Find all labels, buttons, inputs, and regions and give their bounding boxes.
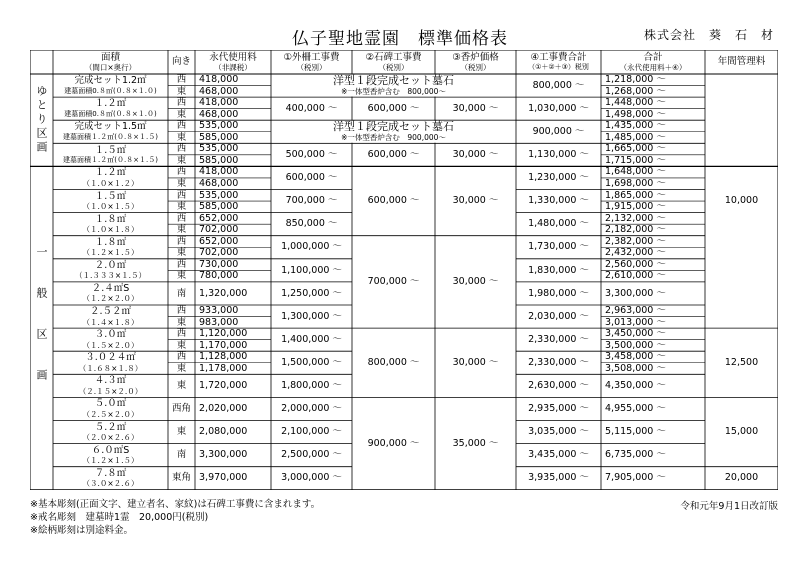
management-fee: 15,000 (724, 426, 759, 438)
fence-fee: 1,500,000 〜 (281, 356, 342, 368)
direction: 東 (176, 85, 187, 97)
plot-area-cell (53, 421, 168, 444)
eitai-fee: 652,000 (199, 235, 239, 247)
grand-total: 2,432,000 〜 (605, 247, 666, 259)
set-stone-title-cell (271, 120, 516, 143)
stone-fee: 700,000 〜 (367, 276, 420, 288)
plot-dimensions: 建墓面積１.２㎡(０.８×１.５) (62, 156, 158, 165)
incense-fee: 30,000 〜 (452, 149, 499, 161)
direction: 西 (176, 235, 187, 247)
direction: 東 (176, 426, 187, 438)
price-table (30, 50, 778, 490)
direction: 東 (176, 270, 187, 282)
grand-total: 2,182,000 〜 (605, 224, 666, 236)
footnotes (30, 498, 320, 537)
eitai-header: 永代使用料 (209, 51, 257, 63)
eitai-fee: 702,000 (199, 247, 239, 259)
plot-dimensions: （２.０×２.６） (82, 433, 139, 443)
plot-area-cell (53, 120, 168, 143)
fence-fee: 2,000,000 〜 (281, 403, 342, 415)
management-fee-header: 年間管理料 (717, 56, 766, 68)
eitai-fee: 585,000 (199, 154, 239, 166)
direction: 東 (176, 201, 187, 213)
fence-header: ①外柵工事費 (283, 51, 340, 63)
footnote: ※基本彫刻(正面文字、建立者名、家紋)は石碑工事費に含まれます。 (30, 499, 321, 510)
eitai-fee: 702,000 (199, 224, 239, 236)
plot-area: ２.０㎡ (94, 259, 127, 271)
grand-total-header-sub: （永代使用料＋④） (619, 63, 687, 72)
plot-area: ３.０㎡ (94, 329, 127, 341)
grand-total: 3,508,000 〜 (605, 362, 666, 374)
work-total: 1,030,000 〜 (528, 102, 589, 114)
grand-total: 1,648,000 〜 (605, 166, 666, 178)
plot-area: 完成セット1.2㎡ (74, 75, 147, 87)
grand-total: 1,485,000 〜 (605, 131, 666, 143)
work-total: 1,330,000 〜 (528, 195, 589, 207)
management-fee: 12,500 (724, 356, 759, 368)
fence-fee: 700,000 〜 (285, 195, 338, 207)
plot-area-cell (53, 259, 168, 282)
incense-fee: 30,000 〜 (452, 276, 499, 288)
work-total: 1,480,000 〜 (528, 218, 589, 230)
fence-fee: 850,000 〜 (285, 218, 338, 230)
area-header: 面積 (100, 51, 120, 63)
grand-total: 2,963,000 〜 (605, 305, 666, 317)
fence-header-sub: （税別） (296, 63, 327, 72)
grand-total: 1,715,000 〜 (605, 154, 666, 166)
grand-total: 3,500,000 〜 (605, 339, 666, 351)
plot-area: １.８㎡ (94, 213, 127, 225)
plot-area-cell (53, 74, 168, 97)
grand-total: 2,560,000 〜 (605, 258, 666, 270)
fence-fee: 1,400,000 〜 (281, 333, 342, 345)
plot-area: ２.５２㎡ (89, 306, 132, 318)
direction: 西 (176, 143, 187, 155)
incense-header-cell (435, 50, 516, 74)
plot-dimensions: （１.６８×１.８） (78, 363, 143, 373)
work-total: 2,630,000 〜 (528, 380, 589, 392)
set-stone-note: ※一体型香炉含む 900,000〜 (341, 133, 446, 143)
plot-area: ５.０㎡ (94, 398, 127, 410)
work-total: 900,000 〜 (532, 125, 585, 137)
grand-total: 1,665,000 〜 (605, 143, 666, 155)
grand-total: 3,450,000 〜 (605, 328, 666, 340)
work-total: 1,730,000 〜 (528, 241, 589, 253)
eitai-header-sub: （非課税） (214, 63, 252, 72)
direction: 東 (176, 380, 187, 392)
grand-total: 4,955,000 〜 (605, 403, 666, 415)
plot-area: １.２㎡ (94, 98, 127, 110)
grand-total: 2,610,000 〜 (605, 270, 666, 282)
plot-area-cell (53, 305, 168, 328)
stone-fee: 800,000 〜 (367, 356, 420, 368)
eitai-fee: 535,000 (199, 120, 239, 132)
plot-dimensions: （１.４×１.８） (82, 317, 139, 327)
fence-header-cell (271, 50, 352, 74)
grand-total: 1,218,000 〜 (605, 74, 666, 86)
grand-total: 1,435,000 〜 (605, 120, 666, 132)
plot-area-cell (53, 190, 168, 213)
set-stone-title-cell (271, 74, 516, 97)
plot-area-cell (53, 328, 168, 351)
direction: 西 (176, 212, 187, 224)
footnote: ※戒名彫刻 建墓時1霊 20,000円(税別) (30, 512, 209, 523)
grand-total: 1,915,000 〜 (605, 201, 666, 213)
fence-fee: 3,000,000 〜 (281, 472, 342, 484)
plot-dimensions: 建墓面積１.２㎡(０.８×１.５) (62, 132, 158, 141)
plot-area-cell (53, 282, 168, 305)
stone-header: ②石碑工事費 (365, 51, 422, 63)
plot-area: ２.４㎡S (91, 282, 130, 294)
plot-dimensions: （１.０×１.２） (82, 178, 139, 188)
work-total: 3,435,000 〜 (528, 449, 589, 461)
plot-area: １.５㎡ (94, 144, 127, 156)
work-total: 2,330,000 〜 (528, 356, 589, 368)
grand-total-header-cell (601, 50, 705, 74)
eitai-fee: 468,000 (199, 85, 239, 97)
direction: 西角 (171, 403, 191, 415)
eitai-fee: 1,720,000 (199, 380, 248, 392)
plot-area: ３.０２４㎡ (85, 352, 136, 364)
stone-header-cell (352, 50, 435, 74)
fence-fee: 1,800,000 〜 (281, 380, 342, 392)
eitai-fee: 3,970,000 (199, 472, 248, 484)
direction: 西 (176, 97, 187, 109)
direction: 西 (176, 258, 187, 270)
grand-total: 3,458,000 〜 (605, 351, 666, 363)
plot-area: ７.８㎡ (94, 467, 127, 479)
work-total: 1,980,000 〜 (528, 287, 589, 299)
stone-fee: 600,000 〜 (367, 195, 420, 207)
stone-fee: 600,000 〜 (367, 102, 420, 114)
grand-total: 5,115,000 〜 (605, 426, 666, 438)
plot-dimensions: （２.１５×２.０） (78, 386, 143, 396)
incense-header: ③香炉価格 (452, 51, 499, 63)
eitai-fee: 418,000 (199, 166, 239, 178)
management-fee: 20,000 (724, 472, 759, 484)
grand-total: 2,132,000 〜 (605, 212, 666, 224)
direction: 西 (176, 328, 187, 340)
fence-fee: 500,000 〜 (285, 149, 338, 161)
section-label-ippan: 一般区画 (35, 246, 48, 411)
plot-area-cell (53, 351, 168, 374)
plot-dimensions: （１.０×１.８） (82, 225, 139, 235)
stone-fee: 900,000 〜 (367, 437, 420, 449)
grand-total: 1,498,000 〜 (605, 108, 666, 120)
plot-area: １.２㎡ (94, 167, 127, 179)
plot-area-cell (53, 444, 168, 467)
plot-area-cell (53, 213, 168, 236)
work-total-header-cell (516, 50, 601, 74)
section-label-yutori: ゆとり区画 (35, 85, 48, 156)
eitai-fee: 585,000 (199, 201, 239, 213)
grand-total: 6,735,000 〜 (605, 449, 666, 461)
incense-fee: 30,000 〜 (452, 195, 499, 207)
direction: 西 (176, 189, 187, 201)
plot-area-cell (53, 143, 168, 166)
plot-dimensions: （１.２×２.０） (82, 294, 139, 304)
grand-total: 1,448,000 〜 (605, 97, 666, 109)
plot-area-cell (53, 467, 168, 490)
direction: 東 (176, 131, 187, 143)
plot-dimensions: （２.５×２.０） (82, 409, 139, 419)
eitai-fee: 1,120,000 (199, 328, 248, 340)
eitai-fee: 2,020,000 (199, 403, 248, 415)
work-total: 800,000 〜 (532, 79, 585, 91)
fence-fee: 600,000 〜 (285, 172, 338, 184)
incense-fee: 30,000 〜 (452, 102, 499, 114)
eitai-fee: 652,000 (199, 212, 239, 224)
direction: 東 (176, 339, 187, 351)
grand-total: 1,698,000 〜 (605, 177, 666, 189)
plot-area: １.８㎡ (94, 236, 127, 248)
plot-dimensions: （１.０×１.５） (82, 202, 139, 212)
eitai-header-cell (195, 50, 271, 74)
work-total: 1,230,000 〜 (528, 172, 589, 184)
plot-area: ４.３㎡ (94, 375, 127, 387)
eitai-fee: 983,000 (199, 316, 239, 328)
eitai-fee: 780,000 (199, 270, 239, 282)
direction: 西 (176, 74, 187, 86)
direction: 東 (176, 108, 187, 120)
plot-area-cell (53, 97, 168, 120)
fence-fee: 400,000 〜 (285, 102, 338, 114)
set-stone-note: ※一体型香炉含む 800,000〜 (341, 87, 446, 97)
eitai-fee: 1,128,000 (199, 351, 248, 363)
incense-fee: 30,000 〜 (452, 356, 499, 368)
plot-dimensions: （１.２×１.５） (82, 248, 139, 258)
management-fee: 10,000 (724, 195, 759, 207)
work-total: 1,830,000 〜 (528, 264, 589, 276)
eitai-fee: 1,320,000 (199, 287, 248, 299)
grand-total: 7,905,000 〜 (605, 472, 666, 484)
plot-dimensions: （３.０×２.６） (82, 479, 139, 489)
area-header-sub: （間口×奥行） (84, 63, 137, 72)
plot-area: ６.０㎡S (91, 444, 130, 456)
eitai-fee: 468,000 (199, 177, 239, 189)
work-total: 3,035,000 〜 (528, 426, 589, 438)
grand-total: 1,865,000 〜 (605, 189, 666, 201)
work-total: 3,935,000 〜 (528, 472, 589, 484)
work-total: 1,130,000 〜 (528, 149, 589, 161)
incense-header-sub: （税別） (460, 63, 491, 72)
direction: 西 (176, 166, 187, 178)
direction: 東 (176, 177, 187, 189)
eitai-fee: 1,170,000 (199, 339, 248, 351)
eitai-fee: 535,000 (199, 143, 239, 155)
incense-fee: 35,000 〜 (452, 437, 499, 449)
eitai-fee: 418,000 (199, 97, 239, 109)
set-stone-title: 洋型１段完成セット墓石 (333, 74, 454, 88)
direction: 東 (176, 154, 187, 166)
work-total: 2,330,000 〜 (528, 333, 589, 345)
grand-total: 2,382,000 〜 (605, 235, 666, 247)
plot-area: 完成セット1.5㎡ (74, 121, 147, 133)
plot-dimensions: （１.２×１.５） (82, 456, 139, 466)
plot-area: １.５㎡ (94, 190, 127, 202)
work-total: 2,030,000 〜 (528, 310, 589, 322)
plot-area-cell (53, 374, 168, 397)
direction: 南 (176, 287, 187, 299)
plot-area-cell (53, 166, 168, 189)
plot-area-cell (53, 397, 168, 420)
eitai-fee: 468,000 (199, 108, 239, 120)
grand-total: 1,268,000 〜 (605, 85, 666, 97)
stone-fee: 600,000 〜 (367, 149, 420, 161)
eitai-fee: 585,000 (199, 131, 239, 143)
company-name: 株式会社 葵 石 材 (643, 28, 774, 42)
grand-total: 4,350,000 〜 (605, 380, 666, 392)
work-total: 2,935,000 〜 (528, 403, 589, 415)
eitai-fee: 2,080,000 (199, 426, 248, 438)
direction: 東 (176, 316, 187, 328)
fence-fee: 2,500,000 〜 (281, 449, 342, 461)
direction: 南 (176, 449, 187, 461)
fence-fee: 1,000,000 〜 (281, 241, 342, 253)
grand-total: 3,300,000 〜 (605, 287, 666, 299)
plot-dimensions: 建墓面積0.８㎡(０.８×１.０) (64, 109, 157, 118)
page-title: 仏子聖地霊園 標準価格表 (292, 29, 508, 49)
grand-total-header: 合計 (643, 51, 663, 63)
eitai-fee: 933,000 (199, 305, 239, 317)
eitai-fee: 1,178,000 (199, 362, 248, 374)
direction: 西 (176, 120, 187, 132)
fence-fee: 1,300,000 〜 (281, 310, 342, 322)
eitai-fee: 418,000 (199, 74, 239, 86)
eitai-fee: 730,000 (199, 258, 239, 270)
plot-area-cell (53, 236, 168, 259)
footnote: ※絵柄彫刻は別途料金。 (30, 525, 133, 536)
grand-total: 3,013,000 〜 (605, 316, 666, 328)
direction: 東 (176, 247, 187, 259)
direction: 東 (176, 224, 187, 236)
fence-fee: 1,100,000 〜 (281, 264, 342, 276)
work-total-header-sub: （①＋②＋③）税別 (528, 63, 589, 72)
direction: 西 (176, 351, 187, 363)
set-stone-title: 洋型１段完成セット墓石 (333, 120, 454, 134)
area-header-cell (53, 50, 168, 74)
plot-dimensions: （１.５×２.０） (82, 340, 139, 350)
revision-date: 令和元年9月1日改訂版 (680, 501, 778, 512)
fence-fee: 1,250,000 〜 (281, 287, 342, 299)
plot-dimensions: （１.３３３×１.５） (74, 271, 147, 281)
plot-dimensions: 建墓面積0.８㎡(０.８×１.０) (64, 86, 157, 95)
stone-header-sub: （税別） (378, 63, 409, 72)
eitai-fee: 535,000 (199, 189, 239, 201)
plot-area: ５.２㎡ (94, 421, 127, 433)
direction: 西 (176, 305, 187, 317)
direction: 東 (176, 362, 187, 374)
eitai-fee: 3,300,000 (199, 449, 248, 461)
fence-fee: 2,100,000 〜 (281, 426, 342, 438)
direction-header: 向き (171, 56, 191, 68)
direction: 東角 (171, 472, 191, 484)
work-total-header: ④工事費合計 (530, 51, 587, 63)
